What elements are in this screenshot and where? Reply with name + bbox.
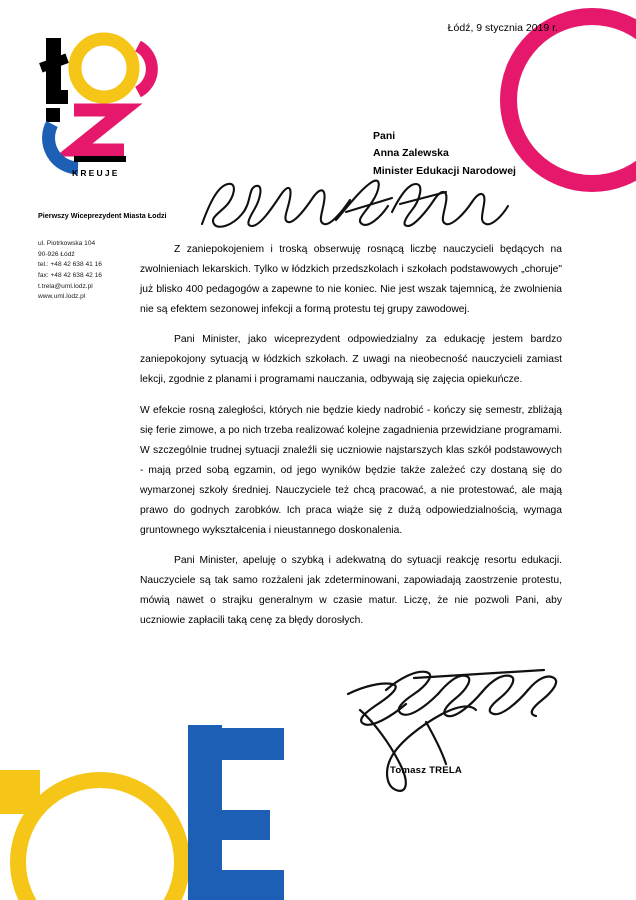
sender-title: Pierwszy Wiceprezydent Miasta Łodzi xyxy=(38,211,167,220)
lodz-kreuje-logo xyxy=(38,28,188,178)
blue-arm-upper-decoration xyxy=(222,728,284,760)
handwritten-salutation-signature xyxy=(196,168,516,238)
sender-address-line: 90-926 Łódź xyxy=(38,250,75,258)
logo-caption: KREUJE xyxy=(72,168,120,178)
blue-arm-middle-decoration xyxy=(222,810,270,840)
document-date: Łódź, 9 stycznia 2019 r. xyxy=(447,22,558,34)
paragraph: Pani Minister, jako wiceprezydent odpowiedzialny za edukację jestem bardzo zaniepokojony sytuacją w łódzkich szkołach. Z uwagi na nieobecność nauczycieli zamiast lekcji, zgodnie z planami i programami nauczania, odbywają się zajęcia opiekuńcze. xyxy=(140,334,562,386)
handwritten-signature xyxy=(330,660,570,800)
signer-name: Tomasz TRELA xyxy=(390,765,463,776)
addressee-position: Minister Edukacji Narodowej xyxy=(373,164,516,177)
sender-address-line: tel.: +48 42 638 41 16 xyxy=(38,261,102,269)
addressee-name: Anna Zalewska xyxy=(373,147,449,160)
paragraph: Z zaniepokojeniem i troską obserwuję rosnącą liczbę nauczycieli będących na zwolnieniach lekarskich. Tylko w łódzkich przedszkolach i szkołach podstawowych „choruje" już blisko 400 pedagogów a zapewne to nie koniec. Nie jest wszak tajemnicą, że zwolnienia nie są efektem sezonowej infekcji a formą protestu tej grupy zawodowej. xyxy=(140,244,562,316)
paragraph: Pani Minister, apeluję o szybką i adekwatną do sytuacji reakcję resortu edukacji. Nauczyciele są tak samo rozżaleni jak zdeterminowani, zapowiadają zaostrzenie protestu, mówią nawet o strajku generalnym w czasie matur. Liczę, że nie pozwoli Pani, aby uczniowie zapłacili taką cenę za błędy dorosłych. xyxy=(140,555,562,627)
sender-website: www.uml.lodz.pl xyxy=(38,293,86,301)
blue-arm-lower-decoration xyxy=(222,870,284,900)
paragraph: W efekcie rosną zaległości, których nie będzie kiedy nadrobić - kończy się semestr, zbliżają się ferie zimowe, a po nich trzeba realizować kolejne zagadnienia przewidziane programami. W szczególnie trudnej sytuacji znaleźli się uczniowie najstarszych klas szkół podstawowych - mają przed sobą egzamin, od jego wyników będzie także zależeć czy dostaną się do wymarzonej szkoły średniej. Nauczyciele też chcą pracować, a nie protestować, ale mają prawo do godnych zarobków. Ich praca wiąże się z dużą odpowiedzialnością, wymaga gruntownego wykształcenia i nieustannego doskonalenia. xyxy=(140,404,562,537)
sender-email: t.trela@uml.lodz.pl xyxy=(38,282,93,290)
yellow-block-decoration xyxy=(0,770,40,814)
yellow-ring-decoration xyxy=(10,772,190,900)
addressee-salutation: Pani xyxy=(373,130,396,142)
sender-address-line: fax: +48 42 638 42 16 xyxy=(38,272,102,280)
magenta-ring-decoration xyxy=(500,8,636,192)
sender-address-line: ul. Piotrkowska 104 xyxy=(38,240,96,247)
letter-body xyxy=(140,240,562,641)
blue-bar-decoration xyxy=(188,725,222,900)
